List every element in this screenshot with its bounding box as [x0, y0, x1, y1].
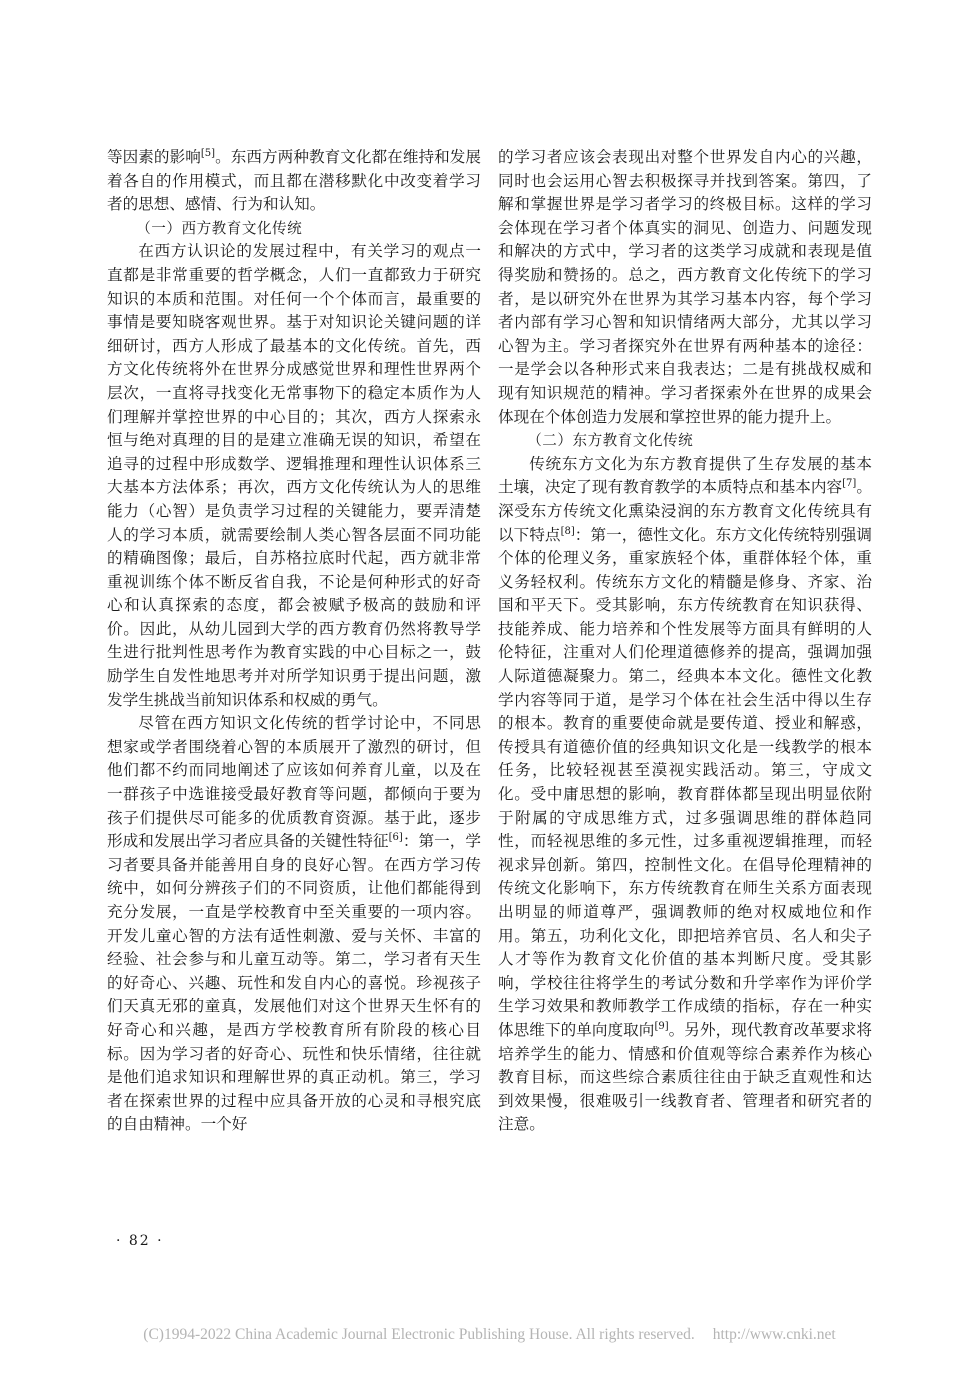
paragraph-intro-continued: [107, 146, 481, 217]
paragraph-text: 传统东方文化为东方教育提供了生存发展的基本土壤，决定了现有教育教学的本质特点和基本内容: [498, 454, 872, 497]
paragraph-text: 。深受东方传统文化熏染浸润的东方教育文化传统具有以下特点: [498, 478, 872, 544]
paragraph-text: 等因素的影响: [107, 148, 201, 166]
citation-ref: [8]: [560, 525, 575, 537]
paragraph-learner-traits-continued: 的学习者应该会表现出对整个世界发自内心的兴趣，同时也会运用心智去积极探寻并找到答案。第四，了解和掌握世界是学习者学习的终极目标。这样的学习会体现在学习者个体真实的洞见、创造力、问题发现和解决的方式中，学习者的这类学习成就和表现是值得奖励和赞扬的。总之，西方教育文化传统下的学习者，是以研究外在世界为其学习基本内容，每个学习者内部有学习心智和知识情绪两大部分，尤其以学习心智为主。学习者探究外在世界有两种基本的途径：一是学会以各种形式来自我表达；二是有挑战权威和现有知识规范的精神。学习者探索外在世界的成果会体现在个体创造力发展和掌控世界的能力提升上。: [498, 148, 872, 426]
copyright-footer: [0, 1326, 979, 1344]
copyright-text: (C)1994-2022 China Academic Journal Electronic Publishing House. All rights reserved.: [143, 1326, 695, 1343]
right-column: [498, 146, 872, 1137]
section-heading-west: （一）西方教育文化传统: [136, 219, 303, 237]
section-heading-east: （二）东方教育文化传统: [527, 432, 694, 450]
citation-ref: [7]: [842, 478, 857, 490]
citation-ref: [5]: [200, 147, 216, 159]
paragraph-west-epistemology: 在西方认识论的发展过程中，有关学习的观点一直都是非常重要的哲学概念，人们一直都致力于研究知识的本质和范围。对任何一个个体而言，最重要的事情是要知晓客观世界。基于对知识论关键问题的详细研讨，西方人形成了最基本的文化传统。首先，西方文化传统将外在世界分成感觉世界和理性世界两个层次，一直将寻找变化无常事物下的稳定本质作为人们理解并掌控世界的中心目的；其次，西方人探索永恒与绝对真理的目的是建立准确无误的知识，希望在追寻的过程中形成数学、逻辑推理和理性认识体系三大基本方法体系；再次，西方文化传统认为人的思维能力（心智）是负责学习过程的关键能力，要弄清楚人的学习本质，就需要绘制人类心智各层面不同功能的精确图像；最后，自苏格拉底时代起，西方就非常重视训练个体不断反省自我，不论是何种形式的好奇心和认真探索的态度，都会被赋予极高的鼓励和评价。因此，从幼儿园到大学的西方教育仍然将教导学生进行批判性思考作为教育实践的中心目标之一，鼓励学生自发性地思考并对所学知识勇于提出问题，激发学生挑战当前知识体系和权威的勇气。: [107, 242, 481, 709]
citation-ref: [6]: [388, 832, 403, 844]
paragraph-text: 。东西方两种教育文化都在维持和发展着各自的作用模式，而且都在潜移默化中改变着学习者的思想、感情、行为和认知。: [107, 148, 481, 214]
paragraph-text: ：第一，德性文化。东方文化传统特别强调个体的伦理义务，重家族轻个体，重群体轻个体，重义务轻权利。传统东方文化的精髓是修身、齐家、治国和平天下。受其影响，东方传统教育在知识获得、技能养成、能力培养和个性发展等方面具有鲜明的人伦特征，注重对人们伦理道德修养的提高，强调加强人际道德凝聚力。第二，经典本本文化。德性文化教学内容等同于道，是学习个体在社会生活中得以生存的根本。教育的重要使命就是要传道、授业和解惑，传授具有道德价值的经典知识文化是一线教学的根本任务，比较轻视甚至漠视实践活动。第三，守成文化。受中庸思想的影响，教育群体都呈现出明显依附于附属的守成思维方式，过多强调思维的群体趋同性，而轻视思维的多元性，过多重视逻辑推理，而轻视求异创新。第四，控制性文化。在倡导伦理精神的传统文化影响下，东方传统教育在师生关系方面表现出明显的师道尊严，强调教师的绝对权威地位和作用。第五，功利化文化，即把培养官员、名人和尖子人才等作为教育文化价值的基本判断尺度。受其影响，学校往往将学生的考试分数和升学率作为评价学生学习效果和教师教学工作成绩的指标，存在一种实体思维下的单向度取向: [498, 525, 872, 1039]
page-number: · 82 ·: [116, 1233, 164, 1249]
footer-url-link[interactable]: http://www.cnki.net: [712, 1326, 836, 1343]
paragraph-text: 尽管在西方知识文化传统的哲学讨论中，不同思想家或学者围绕着心智的本质展开了激烈的研讨，但他们都不约而同地阐述了应该如何养育儿童，以及在一群孩子中选谁接受最好教育等问题，都倾向于要为孩子们提供尽可能多的优质教育资源。基于此，逐步形成和发展出学习者应具备的关键性特征: [107, 714, 481, 851]
left-column: [107, 146, 481, 1137]
paragraph-learner-traits: [107, 712, 481, 1137]
paragraph-text: 。另外，现代教育改革要求将培养学生的能力、情感和价值观等综合素养作为核心教育目标，而这些综合素质往往由于缺乏直观性和达到效果慢，很难吸引一线教育者、管理者和研究者的注意。: [498, 1020, 872, 1134]
paragraph-text: ：第一，学习者要具备并能善用自身的良好心智。在西方学习传统中，如何分辨孩子们的不同资质，让他们都能得到充分发展，一直是学校教育中至关重要的一项内容。开发儿童心智的方法有适性刺激、爱与关怀、丰富的经验、社会参与和儿童互动等。第二，学习者有天生的好奇心、兴趣、玩性和发自内心的喜悦。珍视孩子们天真无邪的童真，发展他们对这个世界天生怀有的好奇心和兴趣，是西方学校教育所有阶段的核心目标。因为学习者的好奇心、玩性和快乐情绪，往往就是他们追求知识和理解世界的真正动机。第三，学习者在探索世界的过程中应具备开放的心灵和寻根究底的自由精神。一个好: [107, 832, 481, 1134]
citation-ref: [9]: [654, 1020, 669, 1032]
paragraph-east-tradition: [498, 453, 872, 1137]
